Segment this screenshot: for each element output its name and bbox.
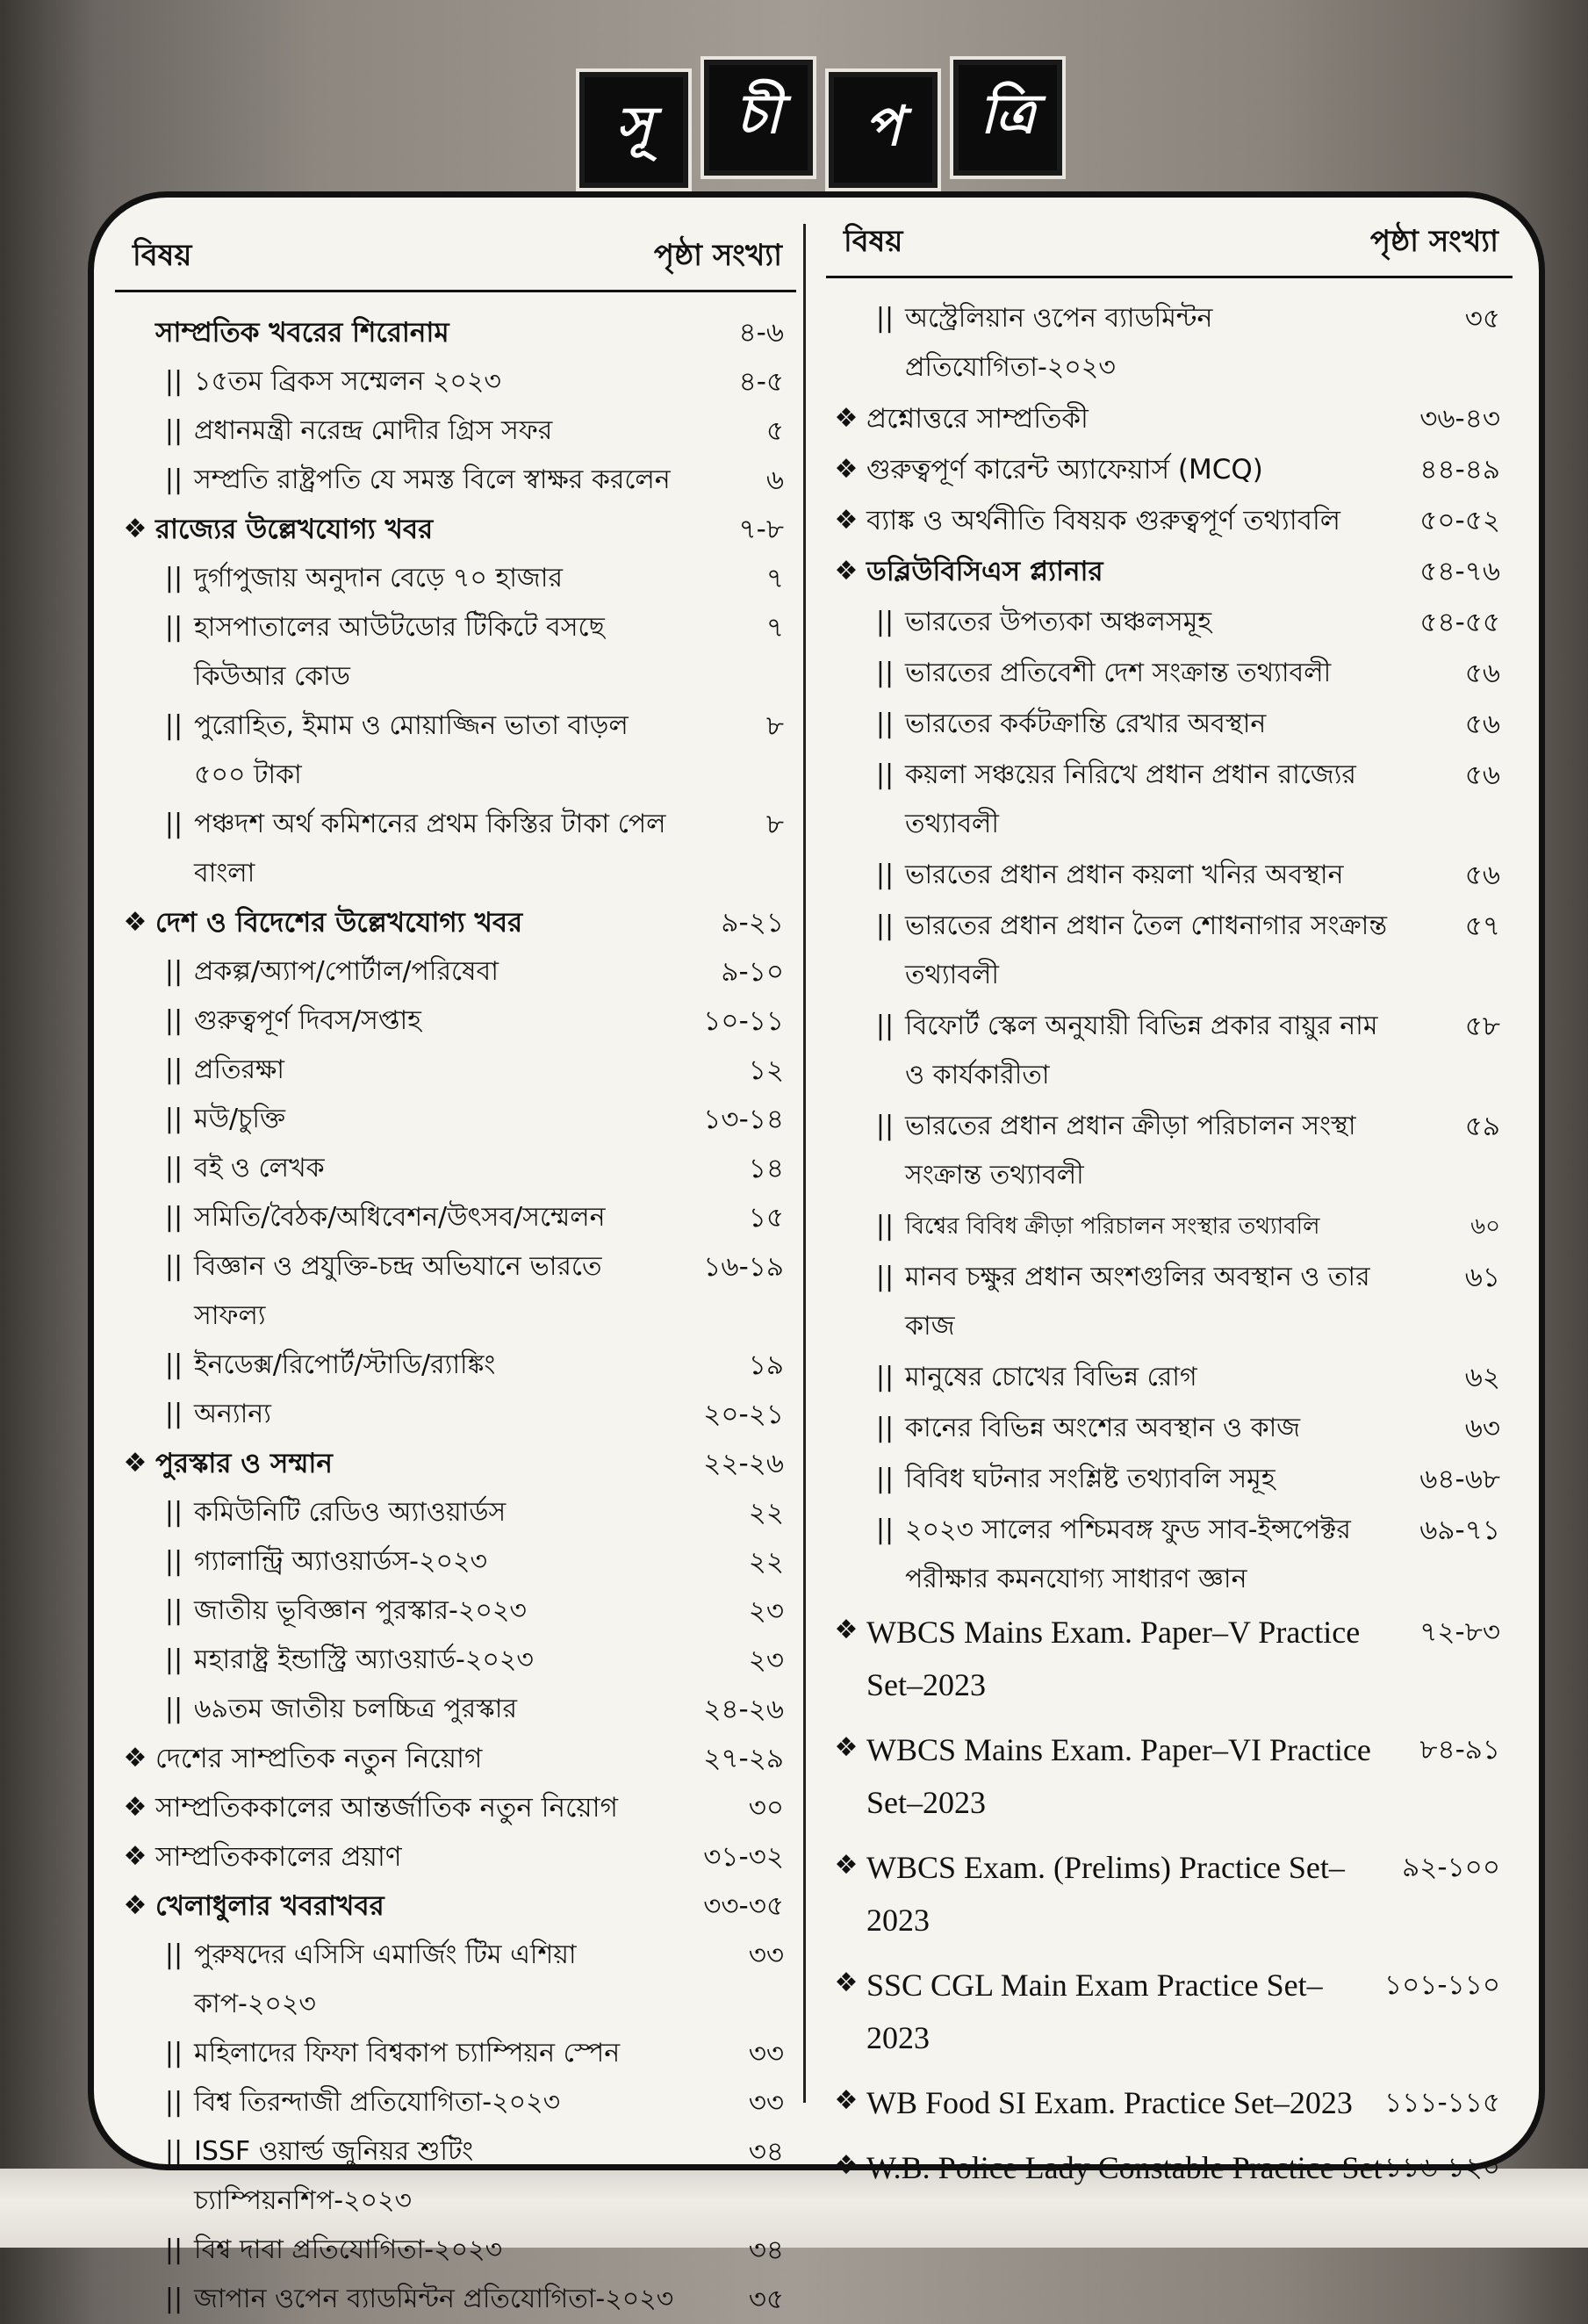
entry-page-number: ১২ (748, 1054, 784, 1086)
entry-page-number: ৭-৮ (738, 514, 784, 545)
bar-bullet-icon: || (164, 2038, 183, 2069)
bar-bullet-icon: || (164, 1595, 183, 1626)
diamond-bullet-icon: ❖ (834, 1732, 859, 1763)
diamond-bullet-icon: ❖ (834, 1615, 859, 1645)
entry-title: ISSF ওয়ার্ল্ড জুনিয়র শুটিং চ্যাম্পিয়নশিপ-২০২৩ (194, 2136, 474, 2216)
contents-list (826, 294, 1513, 2194)
title-letter: ত্রি (953, 60, 1062, 176)
bar-bullet-icon: || (875, 658, 895, 688)
entry-page-number: ৬৯-৭১ (1419, 1515, 1500, 1546)
entry-page-number: ১৯ (748, 1349, 784, 1381)
entry-title: খেলাধুলার খবরাখবর (155, 1890, 384, 1922)
bar-bullet-icon: || (164, 956, 183, 987)
entry-page-number: ৪-৬ (738, 317, 784, 349)
contents-entry (115, 1882, 796, 1931)
contents-entry (115, 2029, 796, 2078)
entry-page-number: ৫৬ (1464, 860, 1500, 891)
entry-page-number: ৯২-১০০ (1402, 1852, 1500, 1883)
page-heading: পৃষ্ঠা সংখ্যা (1369, 224, 1498, 259)
contents-entry (115, 1144, 796, 1193)
bar-bullet-icon: || (164, 464, 183, 495)
entry-page-number: ৬৪-৬৮ (1419, 1464, 1500, 1495)
entry-page-number: ৬০ (1470, 1213, 1500, 1240)
bar-bullet-icon: || (164, 1202, 183, 1233)
entry-title: পঞ্চদশ অর্থ কমিশনের প্রথম কিস্তির টাকা পেল বাংলা (194, 809, 666, 889)
bar-bullet-icon: || (875, 303, 895, 334)
entry-title: গুরুত্বপূর্ণ কারেন্ট অ্যাফেয়ার্স (MCQ) (866, 454, 1263, 486)
entry-page-number: ৩৫ (1464, 303, 1500, 335)
entry-title: পুরস্কার ও সম্মান (155, 1448, 333, 1479)
contents-entry (115, 554, 796, 603)
title-letter: সূ (579, 72, 688, 188)
contents-entry (826, 1353, 1513, 1402)
bar-bullet-icon: || (875, 607, 895, 637)
bar-bullet-icon: || (875, 910, 895, 941)
diamond-bullet-icon: ❖ (834, 2150, 859, 2181)
contents-card (88, 191, 1545, 2315)
diamond-bullet-icon: ❖ (834, 1850, 859, 1881)
diamond-bullet-icon: ❖ (123, 1743, 147, 1774)
entry-page-number: ৫০-৫২ (1419, 505, 1500, 536)
bar-bullet-icon: || (164, 1251, 183, 1282)
entry-page-number: ২২ (748, 1546, 784, 1578)
bar-bullet-icon: || (875, 1262, 895, 1292)
entry-title: দেশের সাম্প্রতিক নতুন নিয়োগ (155, 1743, 483, 1774)
contents-entry (115, 1390, 796, 1439)
entry-title: কয়লা সঞ্চয়ের নিরিখে প্রধান প্রধান রাজ্যের তথ্যাবলী (905, 759, 1356, 839)
column-header (115, 233, 796, 292)
bar-bullet-icon: || (164, 1104, 183, 1134)
bar-bullet-icon: || (164, 2284, 183, 2314)
diamond-bullet-icon: ❖ (123, 907, 147, 938)
entry-title: মউ/চুক্তি (194, 1104, 286, 1134)
entry-title: ৬৯তম জাতীয় চলচ্চিত্র পুরস্কার (194, 1694, 517, 1724)
entry-page-number: ৬২ (1464, 1362, 1500, 1393)
bar-bullet-icon: || (164, 1694, 183, 1724)
entry-page-number: ৩৩-৩৫ (703, 1890, 784, 1922)
bar-bullet-icon: || (164, 2234, 183, 2265)
entry-page-number: ৩৩ (748, 2038, 784, 2069)
entry-page-number: ৩৫ (748, 2284, 784, 2315)
contents-entry (115, 1095, 796, 1144)
contents-entry (826, 700, 1513, 749)
entry-title: WB Food SI Exam. Practice Set–2023 (866, 2085, 1353, 2120)
contents-entry (115, 1488, 796, 1537)
contents-entry (115, 1832, 796, 1882)
contents-entry (115, 1193, 796, 1242)
contents-entry (115, 308, 796, 357)
entry-title: WBCS Mains Exam. Paper–VI Practice Set–2023 (866, 1732, 1371, 1820)
entry-title: জাতীয় ভূবিজ্ঞান পুরস্কার-২০২৩ (194, 1595, 527, 1626)
entry-title: প্রতিরক্ষা (194, 1054, 284, 1085)
entry-title: দুর্গাপুজায় অনুদান বেড়ে ৭০ হাজার (194, 563, 563, 594)
contents-entry (826, 598, 1513, 647)
contents-entry (826, 1606, 1513, 1711)
entry-page-number: ৯-১০ (721, 956, 784, 988)
entry-title: মানব চক্ষুর প্রধান অংশগুলির অবস্থান ও তার কাজ (905, 1262, 1370, 1342)
contents-entry (826, 902, 1513, 1000)
entry-page-number: ১১১-১১৫ (1384, 2087, 1500, 2119)
diamond-bullet-icon: ❖ (834, 556, 859, 586)
column-header (826, 219, 1513, 278)
diamond-bullet-icon: ❖ (834, 505, 859, 536)
entry-page-number: ৫৬ (1464, 658, 1500, 689)
contents-entry (826, 1202, 1513, 1251)
entry-title: ইনডেক্স/রিপোর্ট/স্টাডি/র‍্যাঙ্কিং (194, 1349, 496, 1380)
bar-bullet-icon: || (875, 1515, 895, 1545)
entry-page-number: ৫৯ (1464, 1111, 1500, 1142)
bar-bullet-icon: || (875, 709, 895, 739)
entry-page-number: ৬১ (1464, 1262, 1500, 1293)
entry-title: ভারতের প্রতিবেশী দেশ সংক্রান্ত তথ্যাবলী (905, 658, 1332, 688)
entry-page-number: ৩৩ (748, 1939, 784, 1971)
entry-title: ভারতের প্রধান প্রধান কয়লা খনির অবস্থান (905, 860, 1344, 890)
bar-bullet-icon: || (164, 1349, 183, 1380)
entry-page-number: ১০১-১১০ (1384, 1969, 1500, 2001)
contents-entry (115, 505, 796, 554)
entry-title: দেশ ও বিদেশের উল্লেখযোগ্য খবর (155, 907, 523, 939)
entry-page-number: ১০-১১ (703, 1005, 784, 1037)
bar-bullet-icon: || (164, 710, 183, 741)
entry-title: বিবিধ ঘটনার সংশ্লিষ্ট তথ্যাবলি সমূহ (905, 1464, 1275, 1494)
entry-page-number: ৬৩ (1464, 1413, 1500, 1444)
bar-bullet-icon: || (875, 1362, 895, 1392)
entry-page-number: ৮ (765, 710, 784, 742)
entry-title: SSC CGL Main Exam Practice Set–2023 (866, 1968, 1323, 2055)
entry-page-number: ২২ (748, 1497, 784, 1529)
bar-bullet-icon: || (164, 1497, 183, 1528)
entry-title: সাম্প্রতিককালের প্রয়াণ (155, 1841, 402, 1873)
contents-entry (826, 851, 1513, 900)
entry-title: পুরুষদের এসিসি এমার্জিং টিম এশিয়া কাপ-২০২৩ (194, 1939, 577, 2019)
bar-bullet-icon: || (164, 1054, 183, 1085)
contents-entry (826, 1506, 1513, 1604)
contents-entry (115, 1685, 796, 1734)
entry-page-number: ৫৪-৫৫ (1419, 607, 1500, 638)
diamond-bullet-icon: ❖ (123, 1792, 147, 1823)
entry-title: মহিলাদের ফিফা বিশ্বকাপ চ্যাম্পিয়ন স্পেন (194, 2038, 621, 2069)
bar-bullet-icon: || (164, 1546, 183, 1577)
entry-title: ভারতের প্রধান প্রধান ক্রীড়া পরিচালন সংস্থা সংক্রান্ত তথ্যাবলী (905, 1111, 1356, 1191)
contents-entry (826, 496, 1513, 545)
entry-title: ভারতের কর্কটক্রান্তি রেখার অবস্থান (905, 709, 1267, 739)
contents-entry (826, 1841, 1513, 1946)
entry-title: গ্যালান্ট্রি অ্যাওয়ার্ডস-২০২৩ (194, 1546, 488, 1577)
contents-entry (826, 1455, 1513, 1504)
entry-page-number: ৩১-৩২ (703, 1841, 784, 1873)
entry-title: কমিউনিটি রেডিও অ্যাওয়ার্ডস (194, 1497, 507, 1528)
entry-title: বই ও লেখক (194, 1153, 325, 1184)
entry-page-number: ১৬-১৯ (703, 1251, 784, 1283)
title-letter: প (829, 72, 938, 188)
contents-entry (115, 2226, 796, 2275)
diamond-bullet-icon: ❖ (123, 514, 147, 544)
entry-page-number: ৫ (765, 415, 784, 447)
contents-entry (826, 1404, 1513, 1453)
diamond-bullet-icon: ❖ (123, 1841, 147, 1872)
contents-entry (826, 1102, 1513, 1200)
entry-title: অস্ট্রেলিয়ান ওপেন ব্যাডমিন্টন প্রতিযোগিতা-২০২৩ (905, 303, 1213, 383)
contents-entry (115, 2275, 796, 2324)
contents-entry (115, 603, 796, 702)
bar-bullet-icon: || (164, 1644, 183, 1675)
entry-page-number: ৪-৫ (738, 366, 784, 398)
contents-entry (115, 947, 796, 997)
entry-title: কানের বিভিন্ন অংশের অবস্থান ও কাজ (905, 1413, 1301, 1443)
entry-title: প্রশ্নোত্তরে সাম্প্রতিকী (866, 403, 1089, 435)
entry-page-number: ১৪ (748, 1153, 784, 1184)
bar-bullet-icon: || (164, 2136, 183, 2167)
entry-page-number: ১৫ (748, 1202, 784, 1234)
bar-bullet-icon: || (875, 1111, 895, 1141)
entry-title: ১৫তম ব্রিকস সম্মেলন ২০২৩ (194, 366, 501, 397)
entry-title: হাসপাতালের আউটডোর টিকিটে বসছে কিউআর কোড (194, 612, 605, 692)
entry-page-number: ২৩ (748, 1595, 784, 1627)
entry-page-number: ৭ (765, 563, 784, 594)
entry-page-number: ৩০ (748, 1792, 784, 1824)
entry-page-number: ৩৪ (748, 2234, 784, 2266)
contents-entry (826, 547, 1513, 596)
left-column (94, 198, 805, 2315)
entry-page-number: ১১৬-১২০ (1383, 2152, 1500, 2184)
contents-entry (115, 456, 796, 505)
contents-entry (115, 1783, 796, 1832)
contents-entry (826, 1959, 1513, 2064)
right-column (805, 198, 1539, 2185)
entry-title: W.B. Police Lady Constable Practice Set (866, 2150, 1383, 2185)
contents-entry (115, 800, 796, 898)
entry-title: অন্যান্য (194, 1399, 271, 1429)
bar-bullet-icon: || (164, 366, 183, 397)
entry-page-number: ৬ (765, 464, 784, 496)
entry-title: ডব্লিউবিসিএস প্ল্যানার (866, 556, 1103, 587)
entry-title: WBCS Exam. (Prelims) Practice Set–2023 (866, 1850, 1345, 1938)
entry-page-number: ৩৪ (748, 2136, 784, 2168)
bar-bullet-icon: || (164, 1005, 183, 1036)
entry-title: সাম্প্রতিককালের আন্তর্জাতিক নতুন নিয়োগ (155, 1792, 618, 1824)
bar-bullet-icon: || (164, 1399, 183, 1429)
entry-page-number: ২৪-২৬ (703, 1694, 784, 1725)
bar-bullet-icon: || (875, 1464, 895, 1494)
contents-entry (115, 1537, 796, 1587)
entry-page-number: ১৩-১৪ (703, 1104, 784, 1135)
contents-entry (115, 898, 796, 947)
entry-title: জাপান ওপেন ব্যাডমিন্টন প্রতিযোগিতা-২০২৩ (194, 2284, 674, 2314)
contents-entry (115, 1242, 796, 1341)
title-letter: চী (704, 60, 813, 176)
topic-heading: বিষয় (133, 238, 192, 273)
contents-entry (826, 2141, 1513, 2194)
entry-page-number: ৫৪-৭৬ (1419, 556, 1500, 587)
entry-title: প্রকল্প/অ্যাপ/পোর্টাল/পরিষেবা (194, 956, 499, 987)
diamond-bullet-icon: ❖ (123, 1890, 147, 1921)
contents-entry (115, 407, 796, 456)
entry-title: প্রধানমন্ত্রী নরেন্দ্র মোদীর গ্রিস সফর (194, 415, 553, 446)
contents-entry (115, 2078, 796, 2127)
contents-entry (826, 1253, 1513, 1351)
bar-bullet-icon: || (875, 1413, 895, 1443)
contents-entry (115, 702, 796, 800)
entry-page-number: ৫৬ (1464, 759, 1500, 791)
entry-title: বিশ্ব তিরন্দাজী প্রতিযোগিতা-২০২৩ (194, 2087, 561, 2118)
contents-entry (826, 445, 1513, 494)
page-title (579, 72, 1062, 188)
diamond-bullet-icon: ❖ (123, 1448, 147, 1479)
bar-bullet-icon: || (875, 1011, 895, 1041)
entry-title: সম্প্রতি রাষ্ট্রপতি যে সমস্ত বিলে স্বাক্ষর করলেন (194, 464, 671, 495)
contents-entry (115, 2127, 796, 2226)
contents-entry (115, 1636, 796, 1685)
entry-page-number: ২০-২১ (703, 1399, 784, 1430)
diamond-bullet-icon: ❖ (834, 1968, 859, 1998)
entry-page-number: ৭ (765, 612, 784, 644)
contents-entry (826, 649, 1513, 698)
bar-bullet-icon: || (164, 563, 183, 594)
entry-page-number: ২৭-২৯ (703, 1743, 784, 1774)
entry-title: ব্যাঙ্ক ও অর্থনীতি বিষয়ক গুরুত্বপূর্ণ তথ্যাবলি (866, 505, 1340, 536)
contents-entry (115, 1587, 796, 1636)
entry-page-number: ২২-২৬ (703, 1448, 784, 1479)
entry-page-number: ৭২-৮৩ (1419, 1616, 1500, 1648)
bar-bullet-icon: || (164, 612, 183, 643)
entry-page-number: ৩৩ (748, 2087, 784, 2119)
entry-title: ভারতের উপত্যকা অঞ্চলসমূহ (905, 607, 1212, 637)
entry-page-number: ৫৬ (1464, 709, 1500, 740)
entry-title: গুরুত্বপূর্ণ দিবস/সপ্তাহ (194, 1005, 421, 1036)
entry-title: পুরোহিত, ইমাম ও মোয়াজ্জিন ভাতা বাড়ল ৫০০ টাকা (194, 710, 629, 790)
contents-entry (115, 357, 796, 407)
entry-title: বিশ্বের বিবিধ ক্রীড়া পরিচালন সংস্থার তথ্যাবলি (905, 1213, 1320, 1240)
contents-entry (826, 1723, 1513, 1829)
entry-title: বিশ্ব দাবা প্রতিযোগিতা-২০২৩ (194, 2234, 503, 2265)
bar-bullet-icon: || (164, 809, 183, 839)
contents-entry (115, 997, 796, 1046)
bar-bullet-icon: || (875, 860, 895, 890)
entry-page-number: ২৩ (748, 1644, 784, 1676)
entry-title: মহারাষ্ট্র ইন্ডাস্ট্রি অ্যাওয়ার্ড-২০২৩ (194, 1644, 534, 1675)
bar-bullet-icon: || (875, 1211, 895, 1241)
topic-heading: বিষয় (844, 224, 903, 259)
contents-entry (826, 2076, 1513, 2129)
entry-title: ভারতের প্রধান প্রধান তৈল শোধনাগার সংক্রান্ত তথ্যাবলী (905, 910, 1388, 990)
contents-entry (115, 1439, 796, 1488)
entry-title: সমিতি/বৈঠক/অধিবেশন/উৎসব/সম্মেলন (194, 1202, 606, 1233)
entry-page-number: ৮৪-৯১ (1419, 1734, 1500, 1766)
entry-title: বিজ্ঞান ও প্রযুক্তি-চন্দ্র অভিযানে ভারতে সাফল্য (194, 1251, 602, 1331)
bar-bullet-icon: || (164, 2087, 183, 2118)
bar-bullet-icon: || (164, 1939, 183, 1970)
bar-bullet-icon: || (164, 415, 183, 446)
entry-title: বিফোর্ট স্কেল অনুযায়ী বিভিন্ন প্রকার বায়ুর নাম ও কার্যকারীতা (905, 1011, 1378, 1090)
entry-title: মানুষের চোখের বিভিন্ন রোগ (905, 1362, 1197, 1392)
diamond-bullet-icon: ❖ (834, 403, 859, 434)
contents-entry (826, 1002, 1513, 1100)
contents-entry (115, 1341, 796, 1390)
entry-page-number: ৫৮ (1464, 1011, 1500, 1042)
entry-title: ২০২৩ সালের পশ্চিমবঙ্গ ফুড সাব-ইন্সপেক্টর পরীক্ষার কমনযোগ্য সাধারণ জ্ঞান (905, 1515, 1351, 1594)
bar-bullet-icon: || (875, 759, 895, 790)
contents-entry (826, 294, 1513, 392)
contents-entry (826, 751, 1513, 849)
contents-entry (115, 1931, 796, 2029)
contents-entry (826, 394, 1513, 443)
entry-page-number: ৮ (765, 809, 784, 840)
diamond-bullet-icon: ❖ (834, 2085, 859, 2116)
entry-page-number: ৪৪-৪৯ (1419, 454, 1500, 486)
page-heading: পৃষ্ঠা সংখ্যা (653, 238, 782, 273)
entry-page-number: ৫৭ (1464, 910, 1500, 942)
entry-page-number: ৩৬-৪৩ (1419, 403, 1500, 435)
entry-title: সাম্প্রতিক খবরের শিরোনাম (155, 317, 449, 349)
contents-entry (115, 1046, 796, 1095)
entry-title: রাজ্যের উল্লেখযোগ্য খবর (155, 514, 434, 545)
contents-list (115, 308, 796, 2324)
diamond-bullet-icon: ❖ (834, 454, 859, 485)
bar-bullet-icon: || (164, 1153, 183, 1184)
entry-page-number: ৯-২১ (721, 907, 784, 939)
entry-title: WBCS Mains Exam. Paper–V Practice Set–2023 (866, 1615, 1361, 1702)
contents-entry (115, 1734, 796, 1783)
